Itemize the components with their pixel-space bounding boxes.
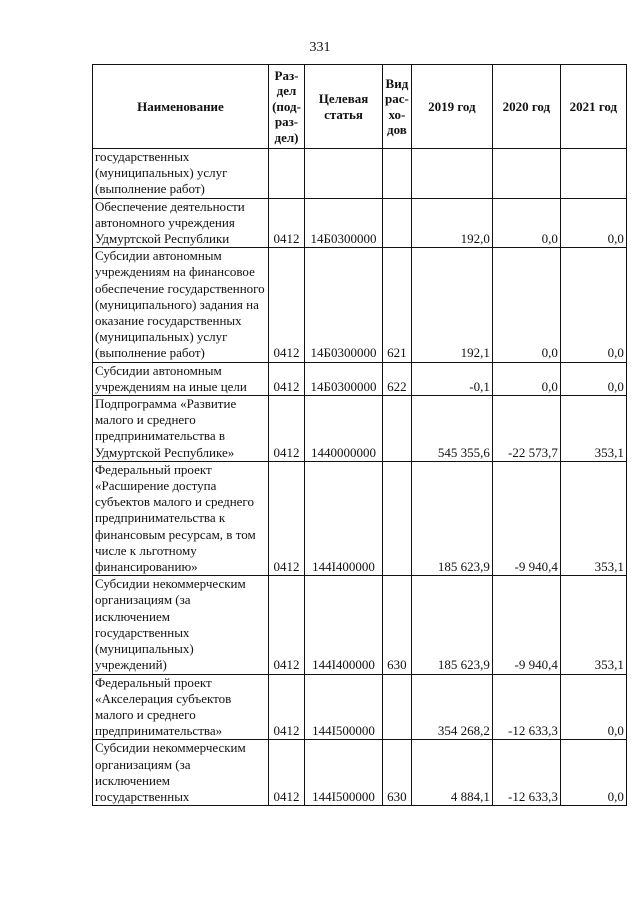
cell-celevaya: 14Б0300000 [305,248,383,362]
cell-celevaya: 144I400000 [305,576,383,674]
header-name: Наименование [93,65,269,149]
cell-2021: 0,0 [560,248,626,362]
cell-name: Субсидии некоммерческим организациям (за исключением государственных [93,740,269,806]
cell-name: Обеспечение деятельности автономного учреждения Удмуртской Республики [93,198,269,248]
cell-vid [383,149,412,199]
cell-vid: 630 [383,576,412,674]
cell-name: Федеральный проект «Расширение доступа субъектов малого и среднего предпринимательства к финансовым ресурсам, в том числе к льготному финансированию» [93,461,269,575]
cell-vid [383,674,412,740]
cell-name: государственных (муниципальных) услуг (выполнение работ) [93,149,269,199]
cell-razdel: 0412 [269,576,305,674]
header-celevaya: Целевая статья [305,65,383,149]
table-row [93,674,627,740]
cell-celevaya: 14Б0300000 [305,362,383,395]
cell-2019: 545 355,6 [411,396,492,462]
cell-name: Субсидии автономным учреждениям на иные цели [93,362,269,395]
cell-celevaya: 144I500000 [305,674,383,740]
cell-vid [383,198,412,248]
cell-celevaya [305,149,383,199]
cell-2019 [411,149,492,199]
cell-vid: 630 [383,740,412,806]
cell-razdel: 0412 [269,396,305,462]
table-row [93,149,627,199]
header-2021: 2021 год [560,65,626,149]
cell-2021: 0,0 [560,674,626,740]
cell-2019: -0,1 [411,362,492,395]
header-2020: 2020 год [492,65,560,149]
cell-2020: -22 573,7 [492,396,560,462]
cell-2021: 353,1 [560,461,626,575]
cell-razdel: 0412 [269,674,305,740]
cell-2021: 353,1 [560,576,626,674]
cell-2021: 0,0 [560,362,626,395]
cell-2020: 0,0 [492,248,560,362]
cell-celevaya: 14Б0300000 [305,198,383,248]
table-row [93,248,627,362]
cell-2020: 0,0 [492,362,560,395]
cell-2020: -9 940,4 [492,576,560,674]
page-number: 331 [309,40,331,55]
cell-2020: 0,0 [492,198,560,248]
cell-2020: -9 940,4 [492,461,560,575]
cell-2021 [560,149,626,199]
cell-2019: 354 268,2 [411,674,492,740]
header-razdel: Раз-дел (под-раз-дел) [269,65,305,149]
cell-razdel: 0412 [269,248,305,362]
cell-name: Федеральный проект «Акселерация субъектов малого и среднего предпринимательства» [93,674,269,740]
cell-razdel: 0412 [269,461,305,575]
cell-2019: 185 623,9 [411,576,492,674]
cell-razdel: 0412 [269,740,305,806]
header-vid: Вид рас-хо-дов [383,65,412,149]
table-row [93,576,627,674]
cell-celevaya: 144I500000 [305,740,383,806]
cell-2020 [492,149,560,199]
cell-2019: 192,1 [411,248,492,362]
cell-2019: 192,0 [411,198,492,248]
table-row [93,740,627,806]
table-row [93,362,627,395]
cell-name: Субсидии некоммерческим организациям (за исключением государственных (муниципальных) учреждений) [93,576,269,674]
cell-vid [383,461,412,575]
cell-celevaya: 144I400000 [305,461,383,575]
cell-2021: 0,0 [560,740,626,806]
table-row [93,396,627,462]
cell-2020: -12 633,3 [492,674,560,740]
table-row [93,198,627,248]
cell-vid: 622 [383,362,412,395]
cell-name: Субсидии автономным учреждениям на финансовое обеспечение государственного (муниципального) задания на оказание государственных (муниципальных) услуг (выполнение работ) [93,248,269,362]
cell-vid [383,396,412,462]
cell-name: Подпрограмма «Развитие малого и среднего предпринимательства в Удмуртской Республике» [93,396,269,462]
cell-celevaya: 1440000000 [305,396,383,462]
cell-razdel [269,149,305,199]
header-2019: 2019 год [411,65,492,149]
budget-table [92,64,627,806]
cell-2020: -12 633,3 [492,740,560,806]
cell-razdel: 0412 [269,198,305,248]
table-row [93,461,627,575]
cell-razdel: 0412 [269,362,305,395]
cell-2019: 4 884,1 [411,740,492,806]
cell-vid: 621 [383,248,412,362]
cell-2021: 353,1 [560,396,626,462]
cell-2021: 0,0 [560,198,626,248]
cell-2019: 185 623,9 [411,461,492,575]
table-header-row [93,65,627,149]
